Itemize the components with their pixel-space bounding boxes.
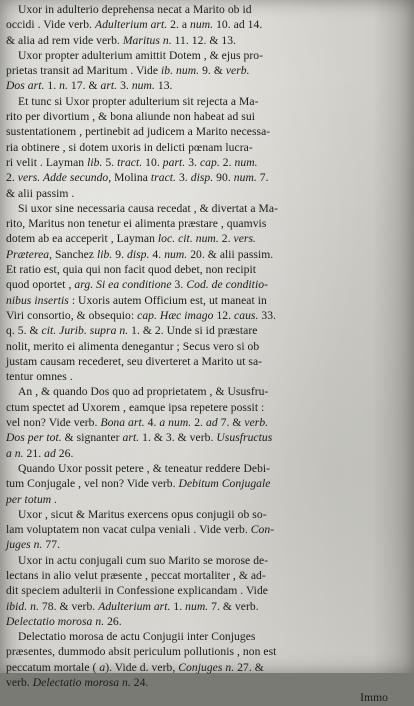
- text-line: [6, 599, 408, 614]
- text-run: 12.: [213, 308, 235, 322]
- italic-reference: a num.: [159, 416, 192, 430]
- italic-reference: cap.: [199, 155, 220, 169]
- text-run: ). Vide d. verb,: [105, 660, 179, 674]
- entry-paragraph: [6, 461, 408, 507]
- text-line: [6, 2, 408, 17]
- text-line: [6, 446, 408, 461]
- italic-reference: n.: [59, 79, 68, 93]
- italic-reference: disp.: [190, 171, 214, 185]
- text-line: [6, 216, 408, 231]
- text-run: q. 5. &: [6, 324, 42, 338]
- text-run: 27. &: [234, 660, 264, 674]
- text-line: [6, 323, 408, 338]
- text-run: ria obtinere , si dotem uxoris in delicti pœnam lucra-: [6, 140, 253, 154]
- italic-reference: ib. num.: [161, 64, 200, 78]
- text-run: 7. & verb.: [208, 599, 259, 613]
- text-run: 26.: [55, 446, 74, 460]
- text-line: [6, 247, 408, 262]
- italic-reference: num.: [190, 18, 214, 32]
- italic-reference: Debitum Conjugale: [178, 477, 271, 491]
- text-line: [6, 262, 408, 277]
- text-line: [6, 583, 408, 598]
- text-run: 11. 12. & 13.: [171, 33, 236, 47]
- italic-reference: Adulterium art.: [94, 18, 168, 32]
- text-run: 3.: [171, 278, 187, 292]
- italic-reference: caus.: [234, 308, 259, 322]
- italic-reference: num.: [234, 155, 258, 169]
- text-run: Sanchez: [52, 247, 97, 261]
- italic-reference: a n.: [6, 446, 24, 460]
- text-line: [6, 430, 408, 445]
- entry-paragraph: [6, 2, 408, 48]
- italic-reference: arg. Si ea conditione: [74, 278, 172, 292]
- text-line: [6, 277, 408, 292]
- page-text-body: [6, 2, 408, 706]
- italic-reference: ad: [44, 446, 56, 460]
- text-run: peccatum mortale (: [6, 660, 100, 674]
- text-run: 20. & alii passim.: [187, 247, 274, 261]
- text-run: tum Conjugale , vel non? Vide verb.: [6, 477, 179, 491]
- text-run: Uxor , sicut & Maritus exercens opus conjugii ob so-: [18, 507, 267, 521]
- text-run: lam voluptatem non vacat culpa veniali . Vide verb.: [6, 523, 251, 537]
- text-line: [6, 507, 408, 522]
- text-run: dit speciem adulterii in Confessione explicandam . Vide: [6, 584, 268, 598]
- text-run: 78. & verb.: [38, 599, 99, 613]
- text-line: [6, 614, 408, 629]
- text-line: [6, 186, 408, 201]
- text-line: [6, 201, 408, 216]
- italic-reference: Conjuges n.: [178, 660, 235, 674]
- italic-reference: num.: [131, 79, 155, 93]
- text-line: [6, 461, 408, 476]
- text-line: [6, 369, 408, 384]
- entry-paragraph: [6, 553, 408, 629]
- text-run: Molina: [111, 171, 151, 185]
- text-line: [6, 94, 408, 109]
- text-line: [6, 629, 408, 644]
- entry-paragraph: [6, 48, 408, 94]
- text-run: verb.: [6, 676, 33, 690]
- italic-reference: part.: [162, 155, 186, 169]
- italic-reference: Delectatio morosa n.: [32, 676, 131, 690]
- text-run: rito per divortium , & bona aliunde non habeat ad sui: [6, 110, 255, 124]
- text-run: tentur omnes .: [6, 370, 73, 384]
- italic-reference: vers. Adde secundo,: [17, 171, 112, 185]
- text-run: Et ratio est, quia qui non facit quod debet, non recipit: [6, 263, 257, 277]
- text-run: 7. &: [217, 416, 245, 430]
- text-run: An , & quando Dos quo ad proprietatem , & Ususfru-: [18, 385, 269, 399]
- entry-paragraph: [6, 507, 408, 553]
- text-line: [6, 568, 408, 583]
- text-run: Delectatio morosa de actu Conjugii inter Conjuges: [18, 630, 256, 644]
- text-line: [6, 476, 408, 491]
- text-line: [6, 109, 408, 124]
- text-run: nolit, merito ei alimenta denegantur ; Secus vero si ob: [6, 339, 260, 353]
- text-line: [6, 339, 408, 354]
- italic-reference: num.: [233, 171, 257, 185]
- italic-reference: per totum .: [6, 492, 58, 506]
- text-run: Uxor propter adulterium amittit Dotem , & ejus pro-: [18, 48, 263, 62]
- text-line: [6, 553, 408, 568]
- italic-reference: a: [99, 660, 106, 674]
- text-line: [6, 155, 408, 170]
- text-run: vel non? Vide verb.: [6, 416, 101, 430]
- text-run: Viri consortio, & obsequio:: [6, 308, 138, 322]
- text-run: 9.: [112, 247, 127, 261]
- text-run: 4.: [149, 247, 165, 261]
- text-line: [6, 675, 408, 690]
- text-run: 4.: [144, 416, 160, 430]
- text-run: 77.: [42, 538, 61, 552]
- text-line: [6, 308, 408, 323]
- entry-paragraph: [6, 94, 408, 201]
- text-run: ri velit . Layman: [6, 155, 88, 169]
- text-run: 2.: [218, 232, 234, 246]
- text-line: [6, 522, 408, 537]
- text-line: [6, 293, 408, 308]
- text-run: 10. ad 14.: [213, 18, 263, 32]
- text-run: 1.: [44, 79, 60, 93]
- text-run: 2.: [6, 171, 18, 185]
- italic-reference: ad: [205, 416, 218, 430]
- italic-reference: ibid. n.: [6, 599, 39, 613]
- text-run: quod oportet ,: [6, 278, 75, 292]
- text-run: lectans in alio velut præsente , peccat mortaliter , & ad-: [6, 568, 266, 582]
- text-run: 3.: [176, 171, 191, 185]
- text-run: occidi . Vide verb.: [6, 18, 95, 32]
- italic-reference: Dos art.: [6, 79, 45, 93]
- entry-paragraph: [6, 384, 408, 460]
- text-line: [6, 33, 408, 48]
- text-run: justam causam recederet, seu diverteret a Marito ut sa-: [6, 354, 263, 368]
- entry-paragraph: [6, 201, 408, 385]
- text-line: [6, 492, 408, 507]
- text-line: [6, 354, 408, 369]
- text-run: 21.: [23, 446, 45, 460]
- text-line: [6, 415, 408, 430]
- italic-reference: Ususfructus: [216, 431, 273, 445]
- italic-reference: Præterea,: [6, 247, 53, 261]
- text-run: sustentationem , pertinebit ad judicem a Marito necessa-: [6, 125, 271, 139]
- italic-reference: art.: [122, 431, 140, 445]
- text-run: 9. &: [199, 64, 226, 78]
- text-run: 13.: [154, 79, 173, 93]
- italic-reference: disp.: [127, 247, 150, 261]
- text-line: [6, 63, 408, 78]
- text-run: Et tunc si Uxor propter adulterium sit rejecta a Ma-: [18, 94, 259, 108]
- catchword: Immo: [360, 691, 388, 705]
- text-run: 3.: [117, 79, 132, 93]
- italic-reference: cap. Hæc imago: [137, 308, 214, 322]
- italic-reference: tract.: [117, 155, 143, 169]
- text-run: & alia ad rem vide verb.: [6, 33, 123, 47]
- text-line: [6, 384, 408, 399]
- italic-reference: Delectatio morosa n.: [6, 614, 105, 628]
- italic-reference: Cod. de conditio-: [186, 278, 268, 292]
- text-run: 1.: [170, 599, 186, 613]
- italic-reference: lib.: [96, 247, 113, 261]
- text-run: Quando Uxor possit petere , & teneatur reddere Debi-: [18, 461, 271, 475]
- italic-reference: loc. cit. num.: [157, 232, 219, 246]
- text-run: 1. & 2. Unde si id præstare: [128, 324, 258, 338]
- italic-reference: verb.: [225, 64, 250, 78]
- text-run: 2. a: [167, 18, 191, 32]
- text-run: 3.: [185, 155, 200, 169]
- text-run: 10.: [142, 155, 163, 169]
- text-run: 2.: [191, 416, 206, 430]
- text-line: [6, 400, 408, 415]
- italic-reference: lib.: [87, 155, 103, 169]
- text-run: præsentes, dummodo absit periculum pollutionis , non est: [6, 645, 277, 659]
- text-run: ctum spectet ad Uxorem , eamque ipsa repetere possit :: [6, 400, 265, 414]
- italic-reference: vers.: [233, 232, 256, 246]
- italic-reference: juges n.: [6, 538, 43, 552]
- italic-reference: Adulterium art.: [98, 599, 171, 613]
- italic-reference: tract.: [150, 171, 177, 185]
- text-run: 5.: [102, 155, 118, 169]
- text-line: [6, 140, 408, 155]
- text-run: prietas transit ad Maritum . Vide: [6, 64, 162, 78]
- text-run: dotem ab ea acceperit , Layman: [6, 232, 158, 246]
- text-run: : Uxoris autem Officium est, ut maneat in: [68, 293, 267, 307]
- italic-reference: Bona art.: [100, 416, 145, 430]
- italic-reference: Maritus n.: [122, 33, 172, 47]
- text-line: [6, 537, 408, 552]
- italic-reference: art.: [100, 79, 118, 93]
- text-line: [6, 124, 408, 139]
- italic-reference: Con-: [250, 523, 275, 537]
- text-line: [6, 644, 408, 659]
- italic-reference: nibus insertis: [6, 293, 69, 307]
- italic-reference: Dos per tot.: [6, 431, 62, 445]
- italic-reference: num.: [185, 599, 209, 613]
- entry-paragraph: [6, 629, 408, 690]
- text-run: Uxor in adulterio deprehensa necat a Marito ob id: [18, 3, 252, 16]
- text-run: 17. &: [67, 79, 101, 93]
- text-run: 33.: [258, 308, 277, 322]
- italic-reference: verb.: [244, 416, 269, 430]
- text-line: [6, 231, 408, 246]
- text-run: 7.: [256, 171, 269, 185]
- text-run: 24.: [130, 676, 149, 690]
- text-run: 1. & 3. & verb.: [139, 431, 217, 445]
- italic-reference: cit. Jurib. supra n.: [41, 324, 129, 338]
- text-line: [6, 170, 408, 185]
- text-run: & signanter: [61, 431, 123, 445]
- text-run: 26.: [104, 614, 122, 628]
- text-run: rito, Maritus non tenetur ei alimenta præstare , quamvis: [6, 217, 267, 231]
- text-run: 2.: [219, 155, 235, 169]
- text-line: [6, 78, 408, 93]
- text-run: & alii passim .: [6, 186, 75, 200]
- italic-reference: num.: [164, 247, 188, 261]
- text-run: 90.: [213, 171, 234, 185]
- text-line: [6, 48, 408, 63]
- text-run: Si uxor sine necessaria causa recedat , & divertat a Ma-: [18, 201, 279, 215]
- text-run: Uxor in actu conjugali cum suo Marito se morose de-: [18, 553, 269, 567]
- text-line: [6, 17, 408, 32]
